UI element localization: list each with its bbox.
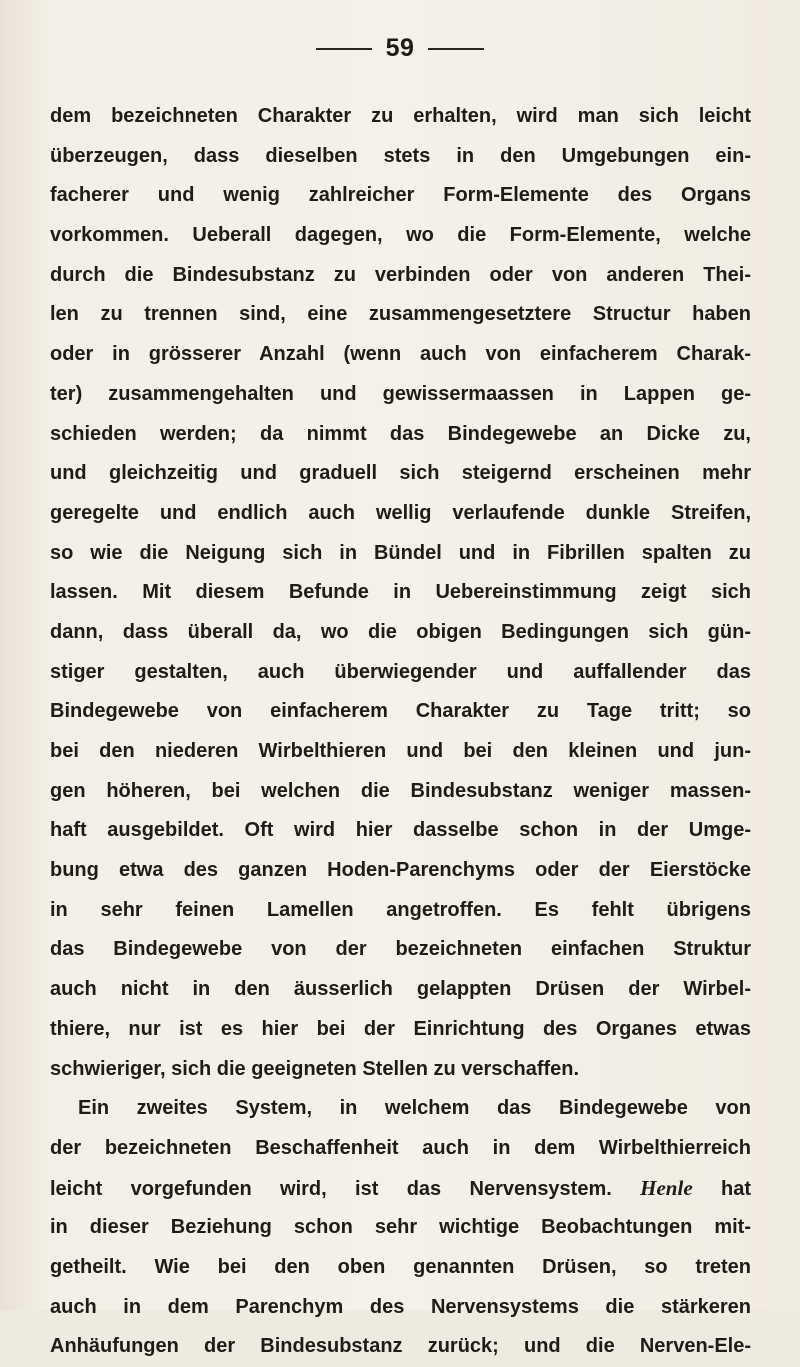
text-line-28	[50, 1169, 751, 1209]
body-text	[50, 97, 751, 1367]
page-number: 59	[385, 34, 415, 62]
text-line-31: auch in dem Parenchym des Nervensystems die stärkeren	[50, 1295, 751, 1318]
text-line-23: auch nicht in den äusserlich gelappten Drüsen der Wirbel-	[50, 978, 751, 1001]
text-line-6: len zu trennen sind, eine zusammengesetztere Structur haben	[50, 303, 751, 326]
text-line-24: thiere, nur ist es hier bei der Einrichtung des Organes etwas	[50, 1017, 751, 1040]
text-line-7: oder in grösserer Anzahl (wenn auch von einfacherem Charak-	[50, 343, 751, 366]
text-line-18: gen höheren, bei welchen die Bindesubstanz weniger massen-	[50, 779, 751, 802]
text-line-15: stiger gestalten, auch überwiegender und auffallender das	[50, 660, 751, 683]
text-line-29: in dieser Beziehung schon sehr wichtige Beobachtungen mit-	[50, 1216, 751, 1239]
text-line-11: geregelte und endlich auch wellig verlaufende dunkle Streifen,	[50, 501, 751, 524]
text-line-4: vorkommen. Ueberall dagegen, wo die Form-Elemente, welche	[50, 224, 751, 247]
text-line-26: Ein zweites System, in welchem das Bindegewebe von	[78, 1097, 751, 1120]
text-line-8: ter) zusammengehalten und gewissermaassen in Lappen ge-	[50, 382, 751, 405]
text-line-28-tail: hat	[721, 1177, 751, 1200]
text-line-3: facherer und wenig zahlreicher Form-Elemente des Organs	[50, 184, 751, 207]
text-line-1: dem bezeichneten Charakter zu erhalten, wird man sich leicht	[50, 105, 751, 127]
text-line-30: getheilt. Wie bei den oben genannten Drüsen, so treten	[50, 1255, 751, 1278]
text-line-5: durch die Bindesubstanz zu verbinden oder von anderen Thei-	[50, 263, 751, 286]
text-line-10: und gleichzeitig und graduell sich steigernd erscheinen mehr	[50, 462, 751, 485]
text-line-28-main: leicht vorgefunden wird, ist das Nervensystem.	[50, 1177, 612, 1200]
text-line-2: überzeugen, dass dieselben stets in den Umgebungen ein-	[50, 144, 751, 167]
page-header	[0, 34, 800, 63]
text-line-12: so wie die Neigung sich in Bündel und in Fibrillen spalten zu	[50, 541, 751, 564]
text-line-20: bung etwa des ganzen Hoden-Parenchyms oder der Eierstöcke	[50, 859, 751, 882]
header-rule-right	[428, 48, 484, 50]
text-line-14: dann, dass überall da, wo die obigen Bedingungen sich gün-	[50, 620, 751, 643]
text-line-13: lassen. Mit diesem Befunde in Uebereinstimmung zeigt sich	[50, 581, 751, 604]
text-line-25: schwieriger, sich die geeigneten Stellen zu verschaffen.	[50, 1057, 580, 1080]
text-line-22: das Bindegewebe von der bezeichneten einfachen Struktur	[50, 938, 751, 961]
text-line-17: bei den niederen Wirbelthieren und bei den kleinen und jun-	[50, 740, 751, 762]
text-line-16: Bindegewebe von einfacherem Charakter zu Tage tritt; so	[50, 700, 751, 723]
text-line-21: in sehr feinen Lamellen angetroffen. Es fehlt übrigens	[50, 898, 751, 921]
text-line-32: Anhäufungen der Bindesubstanz zurück; und die Nerven-Ele-	[50, 1335, 751, 1358]
text-line-27: der bezeichneten Beschaffenheit auch in dem Wirbelthierreich	[50, 1136, 751, 1159]
text-line-9: schieden werden; da nimmt das Bindegewebe an Dicke zu,	[50, 422, 751, 445]
header-rule-left	[316, 48, 372, 50]
author-name-henle: Henle	[640, 1175, 693, 1200]
text-line-19: haft ausgebildet. Oft wird hier dasselbe schon in der Umge-	[50, 819, 751, 842]
